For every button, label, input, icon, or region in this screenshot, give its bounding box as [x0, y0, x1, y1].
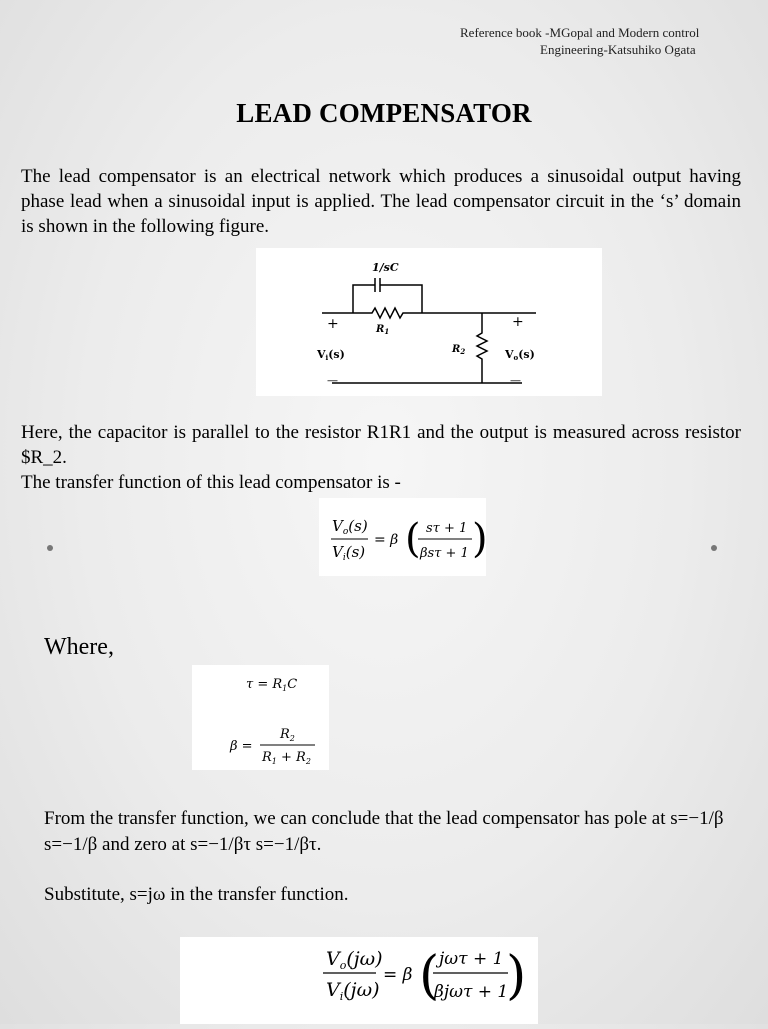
vin-label: Vi(s): [317, 348, 345, 362]
vin-plus: +: [327, 316, 339, 332]
tf2-close-paren: ): [506, 946, 527, 1006]
tf2-open-paren: (: [419, 946, 440, 1006]
definitions-box: [192, 665, 329, 770]
tf1-open-paren: (: [405, 516, 421, 562]
vout-minus: —: [510, 374, 521, 387]
cap-label: 1/sC: [372, 261, 399, 274]
r1-label: $R_1$: [376, 324, 390, 336]
tf1-svg: [319, 498, 486, 576]
tf1-numerator: $V_o(s)$: [332, 517, 368, 537]
beta-lhs: β =: [230, 739, 253, 754]
tf2-rhs-numerator: jωτ + 1: [439, 949, 504, 969]
transfer-intro: The transfer function of this lead compensator is -: [21, 472, 401, 493]
tf1-rhs-denominator: βsτ + 1: [420, 546, 469, 561]
tf1-denominator: $V_i(s)$: [332, 543, 366, 563]
vin-minus: —: [327, 374, 338, 387]
tau-definition: $\tau = R_1C$: [246, 677, 298, 693]
substitute-text: Substitute, s=jω in the transfer function.: [44, 884, 349, 905]
r2-label: $R_2$: [452, 344, 466, 356]
page-title: LEAD COMPENSATOR: [236, 98, 532, 128]
reference-line-2: Engineering-Katsuhiko Ogata: [540, 42, 696, 57]
pole-zero-text: From the transfer function, we can conclude that the lead compensator has pole at s=−1/β s=−1/β and zero at s=−1/βτ s=−1/βτ.: [44, 808, 724, 855]
transfer-function-s: [319, 498, 486, 576]
reference-note: [460, 24, 750, 58]
transfer-function-jw: [180, 937, 538, 1024]
vout-plus: +: [512, 314, 524, 330]
tf2-rhs-denominator: βjωτ + 1: [434, 982, 509, 1002]
reference-line-1: Reference book -MGopal and Modern control: [460, 25, 700, 40]
circuit-svg: [256, 248, 602, 396]
beta-numerator: $R_2$: [280, 727, 295, 743]
capacitor-paragraph: Here, the capacitor is parallel to the resistor R1R1 and the output is measured across resistor $R_2.: [21, 422, 741, 468]
tf1-close-paren: ): [472, 516, 488, 562]
bullet-dot-right: [711, 545, 717, 551]
vout-label: Vo(s): [505, 348, 535, 362]
intro-paragraph: The lead compensator is an electrical network which produces a sinusoidal output having phase lead when a sinusoidal input is applied. The lead compensator circuit in the ‘s’ domain is shown in the following figure.: [21, 166, 741, 237]
tf2-denominator: $V_i(j\omega)$: [326, 979, 380, 1003]
defs-svg: [192, 665, 329, 770]
tf2-svg: [180, 937, 538, 1024]
bullet-dot-left: [47, 545, 53, 551]
where-label: Where,: [44, 634, 114, 660]
beta-denominator: $R_1 + R_2$: [262, 750, 311, 766]
circuit-diagram: [256, 248, 602, 396]
tf1-rhs-numerator: sτ + 1: [426, 521, 468, 536]
tf1-equals-beta: = β: [374, 532, 399, 548]
tf2-numerator: $V_o(j\omega)$: [326, 948, 383, 972]
tf2-equals-beta: = β: [383, 965, 413, 985]
